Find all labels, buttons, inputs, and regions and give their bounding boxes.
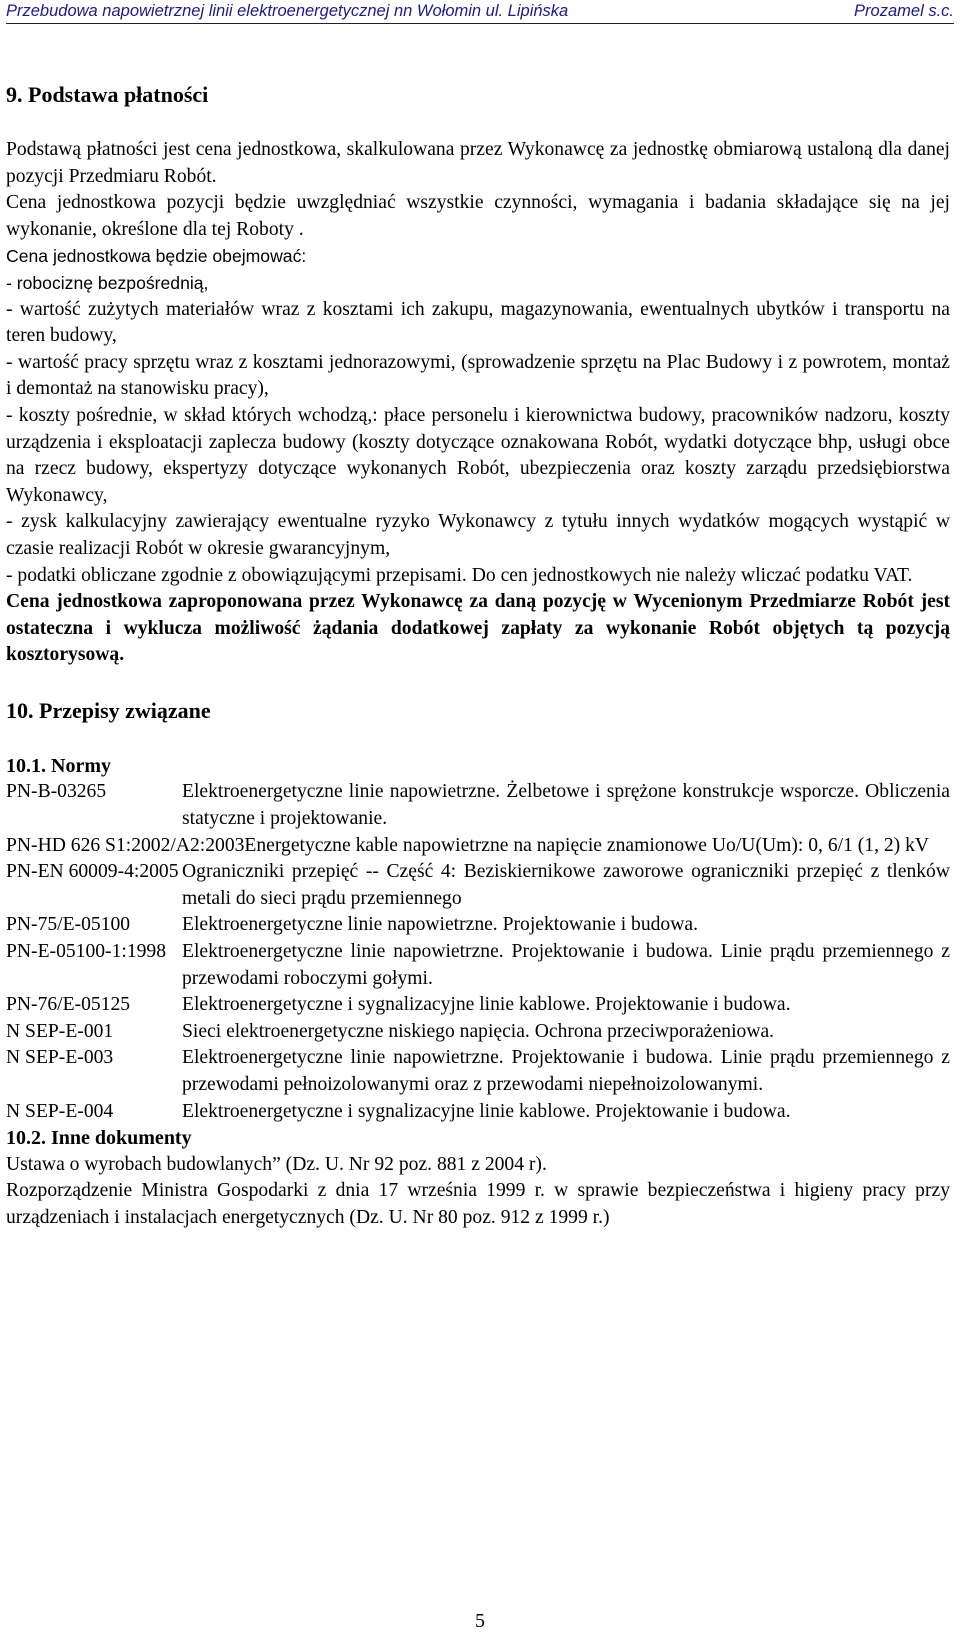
norm-description: Elektroenergetyczne linie napowietrzne. Projektowanie i budowa. Linie prądu przemiennego z przewodami pełnoizolowanymi oraz z przewodami niepełnoizolowanymi. bbox=[182, 1047, 950, 1095]
norm-code: N SEP-E-004 bbox=[6, 1100, 114, 1122]
norm-item bbox=[6, 939, 950, 992]
norm-item bbox=[6, 1045, 950, 1098]
section-10-heading: 10. Przepisy związane bbox=[6, 697, 211, 723]
subsection-norms-heading: 10.1. Normy bbox=[6, 754, 111, 777]
norm-description: Ograniczniki przepięć -- Część 4: Beziskiernikowe zaworowe ograniczniki przepięć z tlenków metali do sieci prądu przemiennego bbox=[182, 861, 950, 909]
norm-code: PN-E-05100-1:1998 bbox=[6, 941, 167, 963]
norms-list bbox=[6, 779, 950, 1125]
norm-item bbox=[6, 992, 950, 1019]
header-company: Prozamel s.c. bbox=[854, 2, 954, 20]
norm-code: N SEP-E-003 bbox=[6, 1047, 114, 1069]
page-header bbox=[6, 0, 954, 22]
norm-code: PN-B-03265 bbox=[6, 781, 107, 803]
list-item: - podatki obliczane zgodnie z obowiązującymi przepisami. Do cen jednostkowych nie należy wliczać podatku VAT. bbox=[6, 564, 913, 586]
list-item: - wartość pracy sprzętu wraz z kosztami jednorazowymi, (sprowadzenie sprzętu na Plac Budowy i z powrotem, montaż i demontaż na stanowisku pracy), bbox=[6, 351, 950, 400]
bold-paragraph: Cena jednostkowa zaproponowana przez Wykonawcę za daną pozycję w Wycenionym Przedmiarze Robót jest ostateczna i wyklucza możliwość żądania dodatkowej zapłaty za wykonanie Robót objętych tą pozycją kosztorysową. bbox=[6, 591, 950, 666]
document-body bbox=[6, 70, 950, 1232]
norm-description: Elektroenergetyczne i sygnalizacyjne linie kablowe. Projektowanie i budowa. bbox=[182, 994, 791, 1016]
list-item: - robociznę bezpośrednią, bbox=[6, 272, 209, 293]
norm-description: Elektroenergetyczne i sygnalizacyjne linie kablowe. Projektowanie i budowa. bbox=[182, 1100, 791, 1122]
norm-item bbox=[6, 833, 950, 860]
document-reference: Ustawa o wyrobach budowlanych” (Dz. U. Nr 92 poz. 881 z 2004 r). bbox=[6, 1153, 547, 1175]
norm-item bbox=[6, 1019, 950, 1046]
subsection-other-documents-heading: 10.2. Inne dokumenty bbox=[6, 1127, 192, 1150]
norm-code: PN-EN 60009-4:2005 bbox=[6, 861, 179, 883]
norm-description: Energetyczne kable napowietrzne na napięcie znamionowe Uo/U(Um): 0, 6/1 (1, 2) kV bbox=[244, 834, 930, 856]
norm-item bbox=[6, 859, 950, 912]
norm-description: Sieci elektroenergetyczne niskiego napięcia. Ochrona przeciwporażeniowa. bbox=[182, 1020, 775, 1042]
list-item: - koszty pośrednie, w skład których wchodzą,: płace personelu i kierownictwa budowy, pracowników nadzoru, koszty urządzenia i eksploatacji zaplecza budowy (koszty dotyczące oznakowana Robót, wydatki dotyczące bhp, usługi obce na rzecz budowy, ekspertyzy dotyczące wykonanych Robót, ubezpieczenia oraz koszty zarządu przedsiębiorstwa Wykonawcy, bbox=[6, 404, 950, 506]
header-divider bbox=[6, 23, 954, 24]
norm-description: Elektroenergetyczne linie napowietrzne. Żelbetowe i sprężone konstrukcje wsporcze. Obliczenia statyczne i projektowanie. bbox=[182, 781, 950, 830]
norm-item bbox=[6, 1099, 950, 1126]
section-9-heading: 9. Podstawa płatności bbox=[6, 82, 209, 107]
list-item: - zysk kalkulacyjny zawierający ewentualne ryzyko Wykonawcy z tytułu innych wydatków mogących wystąpić w czasie realizacji Robót w okresie gwarancyjnym, bbox=[6, 511, 950, 559]
norm-item bbox=[6, 779, 950, 832]
paragraph: Cena jednostkowa będzie obejmować: bbox=[6, 246, 307, 267]
norm-code: N SEP-E-001 bbox=[6, 1020, 114, 1042]
page-number: 5 bbox=[475, 1610, 485, 1632]
norm-description: Elektroenergetyczne linie napowietrzne. Projektowanie i budowa. bbox=[182, 914, 698, 936]
norm-item bbox=[6, 912, 950, 939]
norm-code: PN-75/E-05100 bbox=[6, 914, 131, 936]
norm-code: PN-HD 626 S1:2002/A2:2003 bbox=[6, 834, 245, 856]
document-reference: Rozporządzenie Ministra Gospodarki z dnia 17 września 1999 r. w sprawie bezpieczeństwa i higieny pracy przy urządzeniach i instalacjach energetycznych (Dz. U. Nr 80 poz. 912 z 1999 r.) bbox=[6, 1180, 950, 1228]
norm-code: PN-76/E-05125 bbox=[6, 994, 131, 1016]
norm-description: Elektroenergetyczne linie napowietrzne. Projektowanie i budowa. Linie prądu przemiennego z przewodami roboczymi gołymi. bbox=[182, 941, 950, 989]
paragraph: Cena jednostkowa pozycji będzie uwzględniać wszystkie czynności, wymagania i badania składające się na jej wykonanie, określone dla tej Roboty . bbox=[6, 192, 950, 240]
paragraph: Podstawą płatności jest cena jednostkowa, skalkulowana przez Wykonawcę za jednostkę obmiarową ustaloną dla danej pozycji Przedmiaru Robót. bbox=[6, 139, 950, 187]
header-title: Przebudowa napowietrznej linii elektroenergetycznej nn Wołomin ul. Lipińska bbox=[6, 2, 569, 20]
list-item: - wartość zużytych materiałów wraz z kosztami ich zakupu, magazynowania, ewentualnych ubytków i transportu na teren budowy, bbox=[6, 298, 950, 347]
